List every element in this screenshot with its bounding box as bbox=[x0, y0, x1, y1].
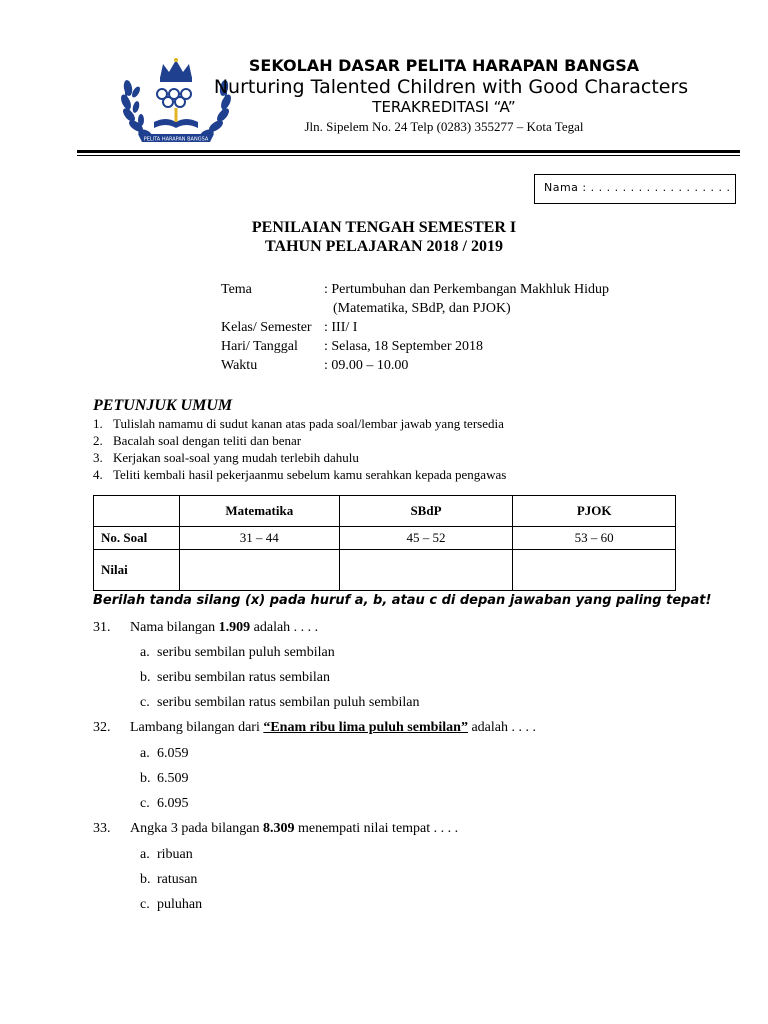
question-number: 33. bbox=[93, 821, 111, 836]
book-icon bbox=[154, 108, 198, 128]
instruction-item: 2. Bacalah soal dengan teliti dan benar bbox=[93, 433, 302, 448]
school-name: SEKOLAH DASAR PELITA HARAPAN BANGSA bbox=[248, 56, 640, 75]
waktu-label: Waktu bbox=[221, 358, 258, 373]
table-cell: 31 – 44 bbox=[179, 527, 339, 550]
school-motto: Nurturing Talented Children with Good Characters bbox=[213, 76, 689, 98]
hari-value: : Selasa, 18 September 2018 bbox=[324, 339, 484, 354]
tema-value: : Pertumbuhan dan Perkembangan Makhluk Hidup bbox=[324, 282, 610, 297]
answer-option[interactable]: a. seribu sembilan puluh sembilan bbox=[140, 645, 335, 660]
score-input-cell[interactable] bbox=[513, 550, 676, 591]
exam-year: TAHUN PELAJARAN 2018 / 2019 bbox=[265, 238, 503, 255]
table-cell: 53 – 60 bbox=[513, 527, 676, 550]
table-header-cell: Matematika bbox=[179, 496, 339, 527]
answer-option[interactable]: c. puluhan bbox=[140, 897, 203, 912]
table-row bbox=[94, 550, 676, 591]
kelas-label: Kelas/ Semester bbox=[221, 320, 312, 335]
tema-label: Tema bbox=[221, 282, 252, 297]
question-number: 31. bbox=[93, 620, 111, 635]
student-name-field[interactable]: Nama : . . . . . . . . . . . . . . . . . . bbox=[534, 174, 736, 204]
exam-title: PENILAIAN TENGAH SEMESTER I bbox=[251, 219, 517, 236]
question-text: Lambang bilangan dari “Enam ribu lima puluh sembilan” adalah . . . . bbox=[130, 720, 536, 735]
table-row bbox=[94, 527, 676, 550]
instructions-heading: PETUNJUK UMUM bbox=[93, 397, 233, 414]
answer-option[interactable]: c. 6.095 bbox=[140, 796, 189, 811]
header-divider-thick bbox=[77, 150, 740, 153]
svg-text:PELITA HARAPAN BANGSA: PELITA HARAPAN BANGSA bbox=[143, 136, 209, 143]
waktu-value: : 09.00 – 10.00 bbox=[324, 358, 409, 373]
answer-option[interactable]: c. seribu sembilan ratus sembilan puluh sembilan bbox=[140, 695, 420, 710]
header-divider-thin bbox=[77, 155, 740, 156]
answer-option[interactable]: b. 6.509 bbox=[140, 771, 189, 786]
answer-option[interactable]: a. ribuan bbox=[140, 847, 193, 862]
instruction-item: 3. Kerjakan soal-soal yang mudah terlebih dahulu bbox=[93, 450, 359, 465]
instruction-item: 1. Tulislah namamu di sudut kanan atas pada soal/lembar jawab yang tersedia bbox=[93, 416, 504, 431]
answer-option[interactable]: b. ratusan bbox=[140, 872, 198, 887]
table-header-cell bbox=[94, 496, 180, 527]
table-header-cell: PJOK bbox=[513, 496, 676, 527]
table-cell: 45 – 52 bbox=[339, 527, 513, 550]
table-header-row bbox=[94, 496, 676, 527]
answer-instruction: Berilah tanda silang (x) pada huruf a, b, atau c di depan jawaban yang paling tepat! bbox=[93, 593, 712, 608]
kelas-value: : III/ I bbox=[324, 320, 358, 335]
question-text: Angka 3 pada bilangan 8.309 menempati nilai tempat . . . . bbox=[130, 821, 459, 836]
school-accreditation: TERAKREDITASI “A” bbox=[372, 98, 516, 116]
instruction-item: 4. Teliti kembali hasil pekerjaanmu sebelum kamu serahkan kepada pengawas bbox=[93, 467, 507, 482]
score-input-cell[interactable] bbox=[179, 550, 339, 591]
school-address: Jln. Sipelem No. 24 Telp (0283) 355277 – Kota Tegal bbox=[304, 119, 584, 134]
answer-option[interactable]: b. seribu sembilan ratus sembilan bbox=[140, 670, 331, 685]
score-input-cell[interactable] bbox=[339, 550, 513, 591]
tema-subjects: (Matematika, SBdP, dan PJOK) bbox=[333, 301, 511, 316]
left-laurel-icon bbox=[119, 79, 153, 140]
ribbon-icon bbox=[138, 134, 214, 143]
question-text: Nama bilangan 1.909 adalah . . . . bbox=[130, 620, 319, 635]
score-table bbox=[93, 495, 676, 591]
hari-label: Hari/ Tanggal bbox=[221, 339, 298, 354]
question-number: 32. bbox=[93, 720, 111, 735]
table-cell: No. Soal bbox=[94, 527, 180, 550]
table-cell: Nilai bbox=[94, 550, 180, 591]
table-header-cell: SBdP bbox=[339, 496, 513, 527]
answer-option[interactable]: a. 6.059 bbox=[140, 746, 189, 761]
